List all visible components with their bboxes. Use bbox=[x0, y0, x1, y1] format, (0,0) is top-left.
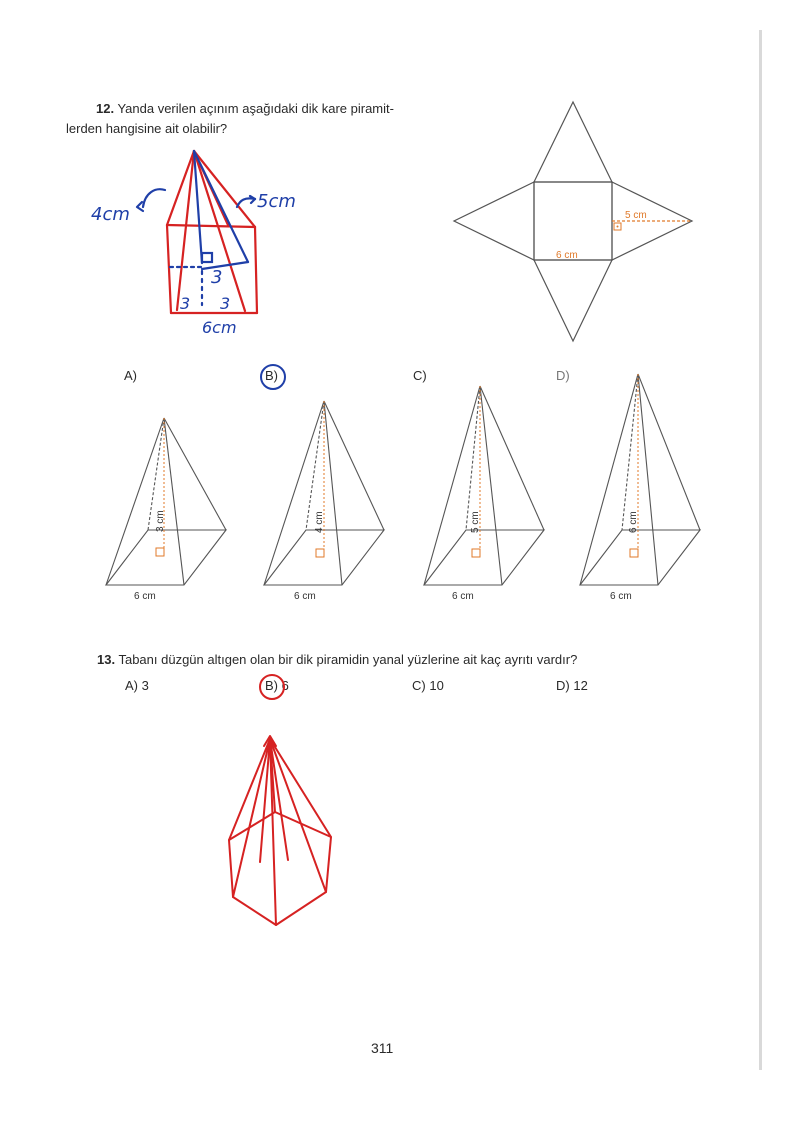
net-left-triangle bbox=[454, 182, 534, 260]
pyramid-c-height-label: 5 cm bbox=[470, 511, 481, 533]
pyramid-a-base-label: 6 cm bbox=[134, 591, 156, 602]
q12-option-d-label[interactable]: D) bbox=[556, 368, 570, 383]
net-side-label: 5 cm bbox=[625, 210, 647, 221]
pyramid-c-base-label: 6 cm bbox=[452, 591, 474, 602]
pyramid-a-height-label: 3 cm bbox=[155, 510, 166, 532]
q12-answer-circle bbox=[260, 364, 286, 390]
q12-line1 bbox=[96, 101, 394, 116]
q12-option-a-label[interactable]: A) bbox=[124, 368, 137, 383]
q13-text: Tabanı düzgün altıgen olan bir dik piramidin yanal yüzlerine ait kaç ayrıtı vardır? bbox=[118, 652, 578, 667]
q13-option-a-letter: A) bbox=[125, 678, 138, 693]
hand-label-half-right: 3 bbox=[220, 294, 231, 313]
hand-label-5cm: 5cm bbox=[257, 191, 296, 212]
q13-option-c[interactable] bbox=[412, 678, 444, 693]
hand-drawn-hexagonal-pyramid bbox=[220, 732, 345, 932]
q13-option-c-letter: C) bbox=[412, 678, 426, 693]
hand-label-half-left: 3 bbox=[180, 294, 191, 313]
q13-answer-circle bbox=[259, 674, 285, 700]
q13-option-d-letter: D) bbox=[556, 678, 570, 693]
page-edge-shadow bbox=[759, 30, 762, 1070]
handwritten-pyramid-sketch bbox=[85, 145, 296, 340]
pyramid-option-a[interactable] bbox=[100, 410, 235, 610]
hand-label-4cm: 4cm bbox=[91, 204, 130, 225]
pyramid-b-base-label: 6 cm bbox=[294, 591, 316, 602]
q13-number: 13. bbox=[97, 652, 116, 667]
q12-option-c-label[interactable]: C) bbox=[413, 368, 427, 383]
pyramid-option-d[interactable] bbox=[574, 368, 709, 610]
pyramid-b-height-label: 4 cm bbox=[314, 511, 325, 533]
q13-option-d[interactable] bbox=[556, 678, 588, 693]
pyramid-option-c[interactable] bbox=[418, 380, 553, 610]
q12-option-b-label[interactable]: B) bbox=[265, 368, 278, 383]
q13-option-a-value: 3 bbox=[141, 678, 149, 693]
pyramid-option-b[interactable] bbox=[258, 395, 393, 610]
q13-line bbox=[97, 652, 577, 667]
q12-number: 12. bbox=[96, 101, 115, 116]
q13-option-c-value: 10 bbox=[429, 678, 444, 693]
net-top-triangle bbox=[534, 102, 612, 182]
page-number: 311 bbox=[371, 1040, 394, 1056]
q13-option-b-letter: B) bbox=[265, 678, 278, 693]
pyramid-d-height-label: 6 cm bbox=[628, 511, 639, 533]
q13-option-d-value: 12 bbox=[573, 678, 588, 693]
q13-option-b-value: 6 bbox=[281, 678, 289, 693]
pyramid-d-base-label: 6 cm bbox=[610, 591, 632, 602]
hand-label-6cm: 6cm bbox=[202, 318, 237, 337]
net-base-label: 6 cm bbox=[556, 250, 578, 261]
net-bottom-triangle bbox=[534, 260, 612, 341]
hand-label-height-3: 3 bbox=[211, 267, 223, 288]
pyramid-net-figure bbox=[448, 95, 700, 351]
net-base-square bbox=[534, 182, 612, 260]
q13-option-a[interactable] bbox=[125, 678, 149, 693]
q12-text-1: Yanda verilen açınım aşağıdaki dik kare piramit- bbox=[117, 101, 394, 116]
q12-text-2: lerden hangisine ait olabilir? bbox=[66, 121, 228, 136]
